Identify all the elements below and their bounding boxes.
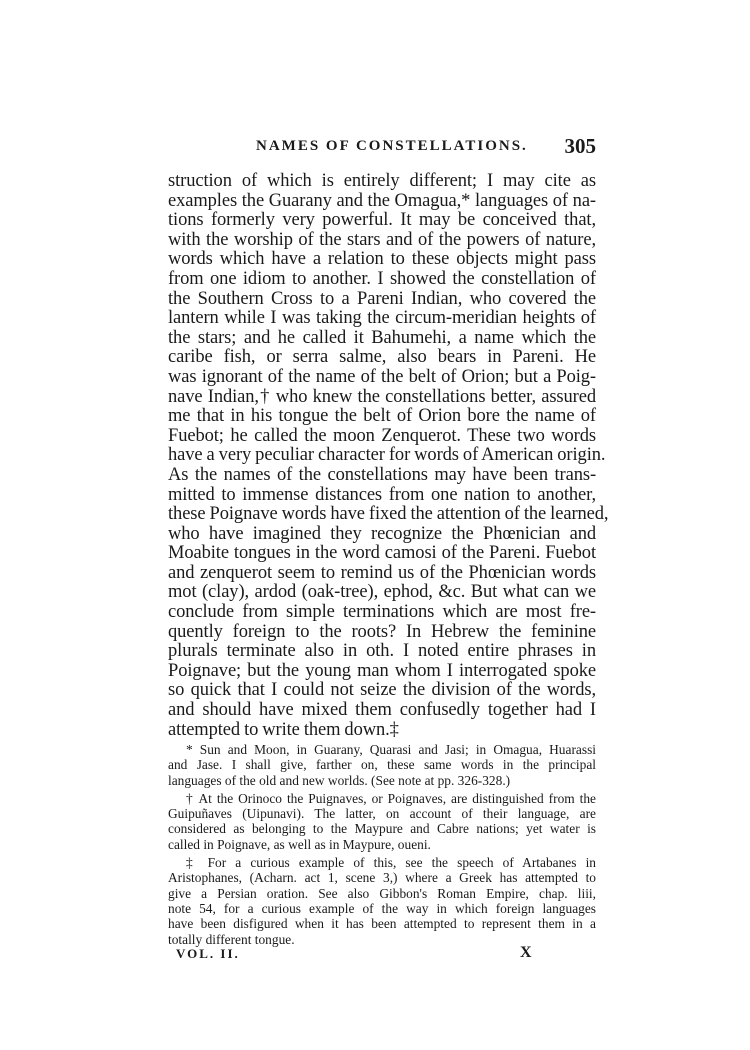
text-line: caribe fish, or serra salme, also bears in Pareni. He	[168, 347, 596, 368]
text-line: quently foreign to the roots? In Hebrew the feminine	[168, 621, 596, 642]
signature-mark: X	[520, 944, 532, 961]
text-line: struction of which is entirely different; I may cite as	[168, 171, 596, 191]
text-line: attempted to write them down.‡	[168, 719, 399, 740]
text-line: these Poignave words have fixed the attention of the learned,	[168, 504, 609, 525]
footnote-line: † At the Orinoco the Puignaves, or Poignaves, are distinguished from the	[186, 790, 596, 806]
text-line: plurals terminate also in oth. I noted entire phrases in	[168, 641, 596, 662]
footnote-1	[168, 742, 596, 788]
text-line: examples the Guarany and the Omagua,* languages of na-	[168, 190, 596, 211]
footnote-2	[168, 791, 596, 852]
running-header	[168, 134, 596, 164]
text-line: and should have mixed them confusedly together had I	[168, 700, 596, 721]
footnote-line: note 54, for a curious example of the way in which foreign languages	[168, 900, 596, 916]
footnote-line: have been disfigured when it has been attempted to represent them in a	[168, 916, 596, 932]
text-line: the Southern Cross to a Pareni Indian, who covered the	[168, 288, 596, 309]
page-number: 305	[564, 134, 596, 158]
text-line: Fuebot; he called the moon Zenquerot. These two words	[168, 425, 596, 446]
footnote-line: * Sun and Moon, in Guarany, Quarasi and Jasi; in Omagua, Huarassi	[186, 742, 596, 757]
text-line: mitted to immense distances from one nation to another,	[168, 484, 596, 505]
running-title: NAMES OF CONSTELLATIONS.	[256, 138, 528, 154]
text-line: nave Indian,† who knew the constellations better, assured	[168, 386, 596, 407]
text-line: Moabite tongues in the word camosi of the Pareni. Fuebot	[168, 543, 596, 564]
text-line: tions formerly very powerful. It may be conceived that,	[168, 210, 596, 231]
text-line: mot (clay), ardod (oak-tree), ephod, &c. But what can we	[168, 582, 596, 603]
footnote-line: Guipuñaves (Uipunavi). The latter, on account of their language, are	[168, 806, 596, 822]
footnotes	[168, 742, 596, 950]
text-line: have a very peculiar character for words of American origin.	[168, 445, 606, 466]
text-line: and zenquerot seem to remind us of the Phœnician words	[168, 562, 596, 583]
footnote-line: considered as belonging to the Maypure and Cabre nations; yet water is	[168, 821, 596, 837]
footnote-line: called in Poignave, as well as in Maypure, oueni.	[168, 836, 431, 852]
text-line: was ignorant of the name of the belt of Orion; but a Poig-	[168, 366, 596, 387]
footnote-line: ‡ For a curious example of this, see the speech of Artabanes in	[186, 855, 596, 871]
text-line: so quick that I could not seize the division of the words,	[168, 680, 596, 701]
footnote-line: languages of the old and new worlds. (See note at pp. 326-328.)	[168, 772, 511, 788]
volume-label: VOL. II.	[176, 946, 240, 961]
text-line: who have imagined they recognize the Phœnician and	[168, 523, 596, 544]
text-line: conclude from simple terminations which are most fre-	[168, 602, 596, 623]
text-line: Poignave; but the young man whom I interrogated spoke	[168, 660, 596, 681]
footnote-3	[168, 855, 596, 947]
text-line: words which have a relation to these objects might pass	[168, 249, 596, 270]
footnote-line: and Jase. I shall give, farther on, these same words in the principal	[168, 757, 596, 773]
footnote-line: totally different tongue.	[168, 931, 295, 947]
text-line: me that in his tongue the belt of Orion bore the name of	[168, 406, 596, 427]
footnote-line: give a Persian oration. See also Gibbon's Roman Empire, chap. liii,	[168, 885, 596, 901]
main-text	[168, 171, 609, 740]
page-footer	[168, 946, 596, 970]
footnote-line: Aristophanes, (Acharn. act 1, scene 3,) where a Greek has attempted to	[168, 870, 596, 886]
text-line: with the worship of the stars and of the powers of nature,	[168, 229, 596, 250]
text-line: the stars; and he called it Bahumehi, a name which the	[168, 327, 596, 348]
text-line: lantern while I was taking the circum-meridian heights of	[168, 308, 596, 329]
text-line: As the names of the constellations may have been trans-	[168, 464, 596, 485]
text-line: from one idiom to another. I showed the constellation of	[168, 268, 596, 289]
